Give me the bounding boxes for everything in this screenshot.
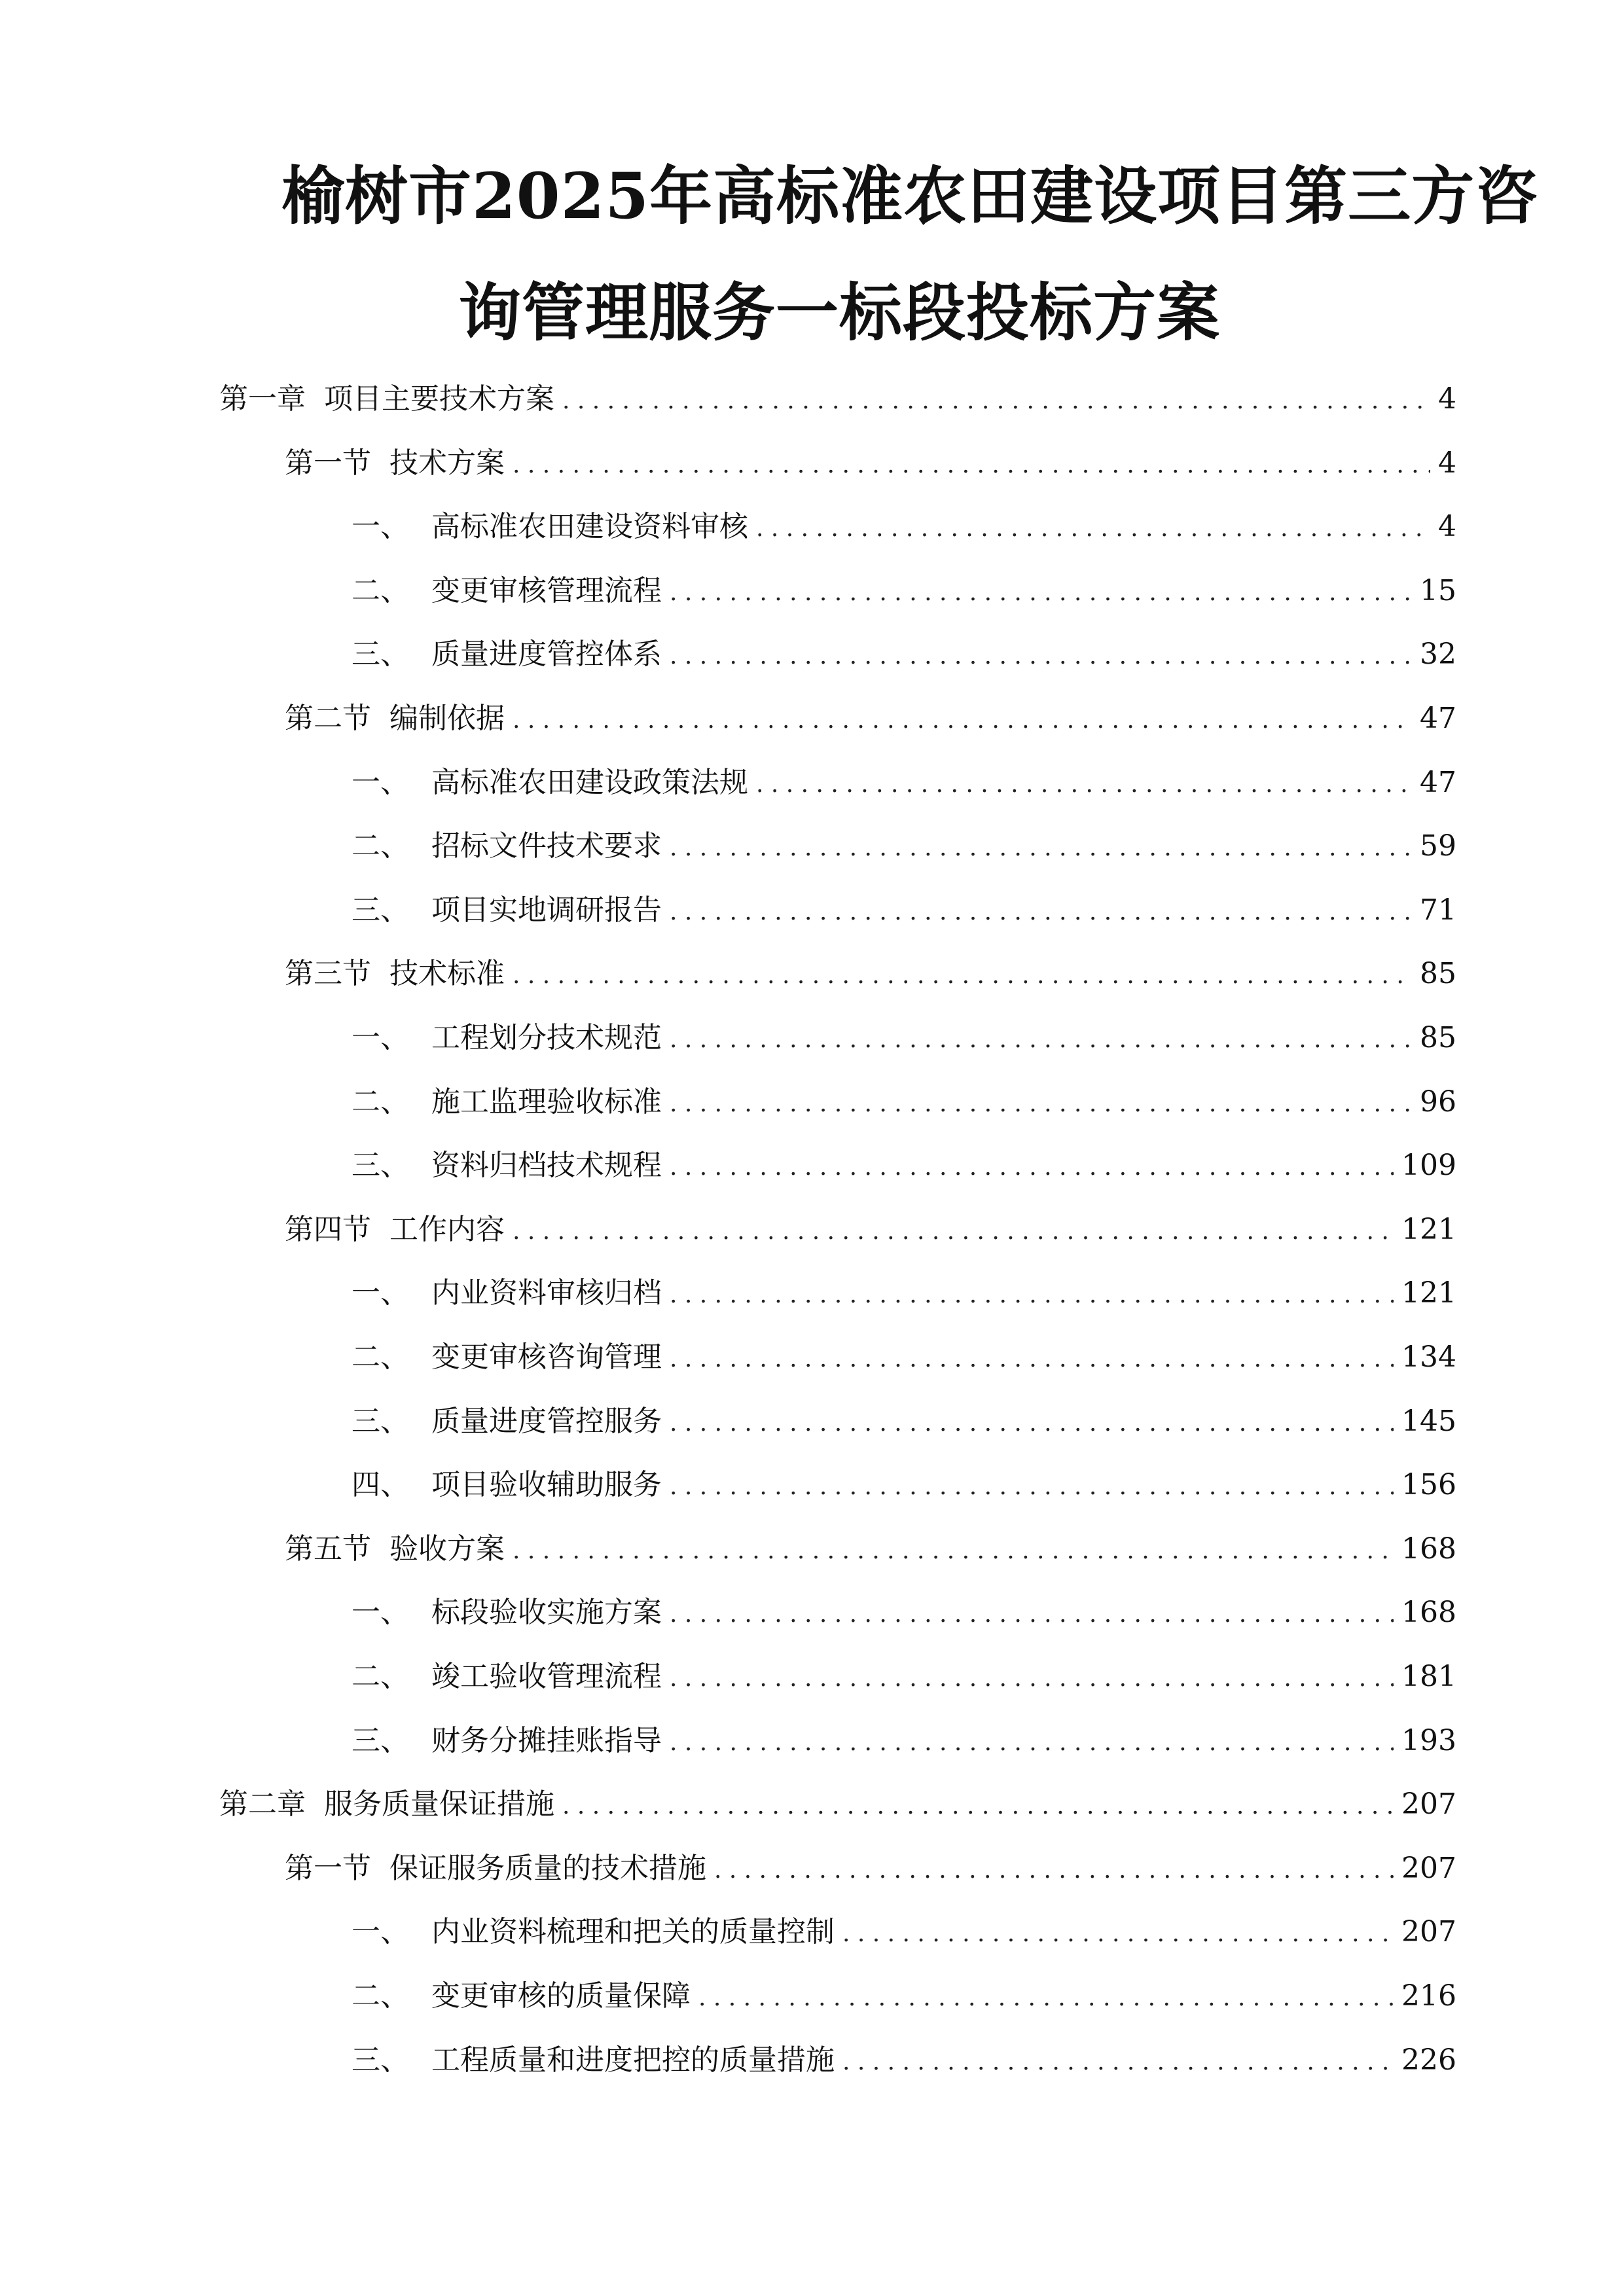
toc-page-number: 168 [1401,1596,1456,1630]
toc-entry[interactable] [352,1015,1456,1061]
toc-entry-label: 项目实地调研报告 [431,893,662,927]
toc-page-number: 15 [1420,573,1456,607]
toc-entry[interactable] [352,1143,1456,1189]
toc-entry-label: 高标准农田建设政策法规 [431,765,748,799]
toc-entry-number: 三、 [352,893,409,927]
toc-entry[interactable] [352,2037,1456,2083]
toc-entry[interactable] [352,1079,1456,1125]
toc-entry-label: 高标准农田建设资料审核 [431,510,748,544]
toc-entry-number: 第一节 [285,1851,371,1885]
toc-entry[interactable] [352,1590,1456,1636]
toc-entry-label: 内业资料审核归档 [431,1276,662,1310]
toc-entry-number: 一、 [352,1596,409,1630]
toc-entry[interactable] [352,1399,1456,1444]
toc-entry-label: 质量进度管控体系 [431,637,662,672]
toc-entry[interactable] [352,888,1456,933]
toc-entry-number: 第四节 [285,1212,371,1246]
toc-entry-label: 内业资料梳理和把关的质量控制 [431,1915,835,1949]
toc-entry-number: 第五节 [285,1532,371,1566]
toc-entry-label: 竣工验收管理流程 [431,1660,662,1693]
toc-entry[interactable] [219,1782,1456,1827]
toc-page-number: 85 [1420,1021,1456,1054]
document-title-line-1: 榆树市2025年高标准农田建设项目第三方咨 [281,159,1539,233]
toc-page-number: 121 [1401,1276,1456,1310]
toc-page-number: 96 [1420,1085,1456,1119]
toc-dot-leader [513,442,1430,488]
toc-entry-number: 第一章 [219,382,306,416]
toc-page-number: 4 [1438,446,1456,480]
toc-entry[interactable] [285,1846,1456,1892]
toc-page-number: 156 [1401,1468,1456,1502]
toc-dot-leader [670,1272,1394,1318]
toc-entry-number: 二、 [352,1979,409,2013]
toc-entry[interactable] [352,760,1456,806]
toc-dot-leader [513,1209,1394,1255]
toc-dot-leader [842,2039,1394,2085]
toc-entry-number: 第一节 [285,446,371,480]
toc-entry[interactable] [285,951,1456,997]
toc-entry[interactable] [352,1462,1456,1508]
toc-dot-leader [513,698,1412,744]
toc-entry-number: 三、 [352,2043,409,2077]
toc-page-number: 226 [1401,2043,1456,2077]
toc-entry-label: 工程划分技术规范 [431,1021,662,1054]
toc-entry[interactable] [285,440,1456,486]
toc-page-number: 145 [1401,1404,1456,1438]
toc-page-number: 121 [1401,1212,1456,1246]
toc-dot-leader [670,1464,1394,1510]
toc-entry-number: 二、 [352,1340,409,1374]
toc-entry-number: 四、 [352,1468,409,1502]
toc-entry-number: 二、 [352,573,409,607]
toc-page-number: 207 [1401,1915,1456,1949]
toc-dot-leader [756,762,1412,808]
toc-page-number: 4 [1438,382,1456,416]
toc-page-number: 216 [1401,1979,1456,2013]
toc-entry-number: 一、 [352,1276,409,1310]
toc-entry-label: 验收方案 [389,1532,505,1566]
toc-dot-leader [670,1720,1394,1766]
toc-entry-label: 项目主要技术方案 [324,382,554,416]
toc-entry-number: 二、 [352,1660,409,1693]
toc-entry-number: 一、 [352,1915,409,1949]
toc-dot-leader [670,1017,1412,1063]
toc-dot-leader [698,1975,1394,2021]
toc-page-number: 193 [1401,1723,1456,1757]
toc-entry-number: 第二节 [285,702,371,735]
toc-dot-leader [670,1081,1412,1127]
toc-entry-number: 三、 [352,637,409,672]
toc-page-number: 134 [1401,1340,1456,1374]
toc-page-number: 109 [1401,1149,1456,1183]
toc-dot-leader [670,634,1412,679]
toc-page-number: 181 [1401,1660,1456,1693]
toc-dot-leader [670,1656,1394,1702]
toc-entry-label: 保证服务质量的技术措施 [389,1851,706,1885]
toc-dot-leader [670,825,1412,871]
toc-entry-number: 二、 [352,1085,409,1119]
document-title-line-2: 询管理服务一标段投标方案 [458,276,1220,350]
toc-dot-leader [513,1528,1394,1574]
toc-entry-label: 编制依据 [389,702,505,735]
toc-dot-leader [842,1911,1394,1957]
toc-dot-leader [670,1336,1394,1382]
toc-page-number: 168 [1401,1532,1456,1566]
toc-entry-label: 资料归档技术规程 [431,1149,662,1183]
toc-entry[interactable] [352,568,1456,614]
toc-entry-label: 质量进度管控服务 [431,1404,662,1438]
toc-entry[interactable] [352,1909,1456,1955]
toc-entry-number: 三、 [352,1149,409,1183]
toc-page-number: 85 [1420,957,1456,991]
toc-dot-leader [756,506,1430,552]
toc-entry-number: 第二章 [219,1787,306,1821]
toc-page-number: 207 [1401,1851,1456,1885]
toc-page-number: 71 [1420,893,1456,927]
toc-entry[interactable] [352,1973,1456,2019]
toc-entry-label: 服务质量保证措施 [324,1787,554,1821]
toc-page-number: 4 [1438,510,1456,544]
toc-dot-leader [670,889,1412,935]
toc-entry-number: 一、 [352,765,409,799]
toc-entry-label: 工作内容 [389,1212,505,1246]
toc-dot-leader [513,953,1412,999]
toc-entry-number: 三、 [352,1723,409,1757]
toc-entry-number: 二、 [352,829,409,863]
toc-dot-leader [562,378,1430,424]
toc-dot-leader [670,570,1412,616]
toc-page-number: 207 [1401,1787,1456,1821]
toc-entry[interactable] [352,823,1456,869]
toc-entry-label: 项目验收辅助服务 [431,1468,662,1502]
toc-dot-leader [670,1592,1394,1638]
toc-entry-number: 一、 [352,1021,409,1054]
toc-entry-label: 技术方案 [389,446,505,480]
toc-entry-label: 施工监理验收标准 [431,1085,662,1119]
toc-entry[interactable] [352,632,1456,677]
toc-entry[interactable] [352,504,1456,550]
toc-entry-label: 变更审核咨询管理 [431,1340,662,1374]
toc-page-number: 47 [1420,765,1456,799]
toc-entry-label: 变更审核管理流程 [431,573,662,607]
toc-entry[interactable] [285,1207,1456,1253]
toc-entry[interactable] [352,1654,1456,1700]
toc-page-number: 32 [1420,637,1456,672]
toc-entry-label: 变更审核的质量保障 [431,1979,691,2013]
toc-entry-number: 三、 [352,1404,409,1438]
toc-entry[interactable] [352,1718,1456,1764]
toc-entry[interactable] [285,1526,1456,1572]
toc-entry[interactable] [352,1270,1456,1316]
toc-entry-label: 标段验收实施方案 [431,1596,662,1630]
toc-entry[interactable] [285,696,1456,742]
toc-entry-label: 技术标准 [389,957,505,991]
toc-page-number: 47 [1420,702,1456,735]
toc-page-number: 59 [1420,829,1456,863]
toc-dot-leader [562,1784,1394,1829]
toc-entry[interactable] [219,376,1456,422]
toc-entry-label: 财务分摊挂账指导 [431,1723,662,1757]
toc-entry[interactable] [352,1335,1456,1380]
toc-dot-leader [714,1848,1394,1893]
toc-entry-label: 工程质量和进度把控的质量措施 [431,2043,835,2077]
toc-dot-leader [670,1401,1394,1446]
toc-entry-number: 第三节 [285,957,371,991]
toc-entry-number: 一、 [352,510,409,544]
toc-dot-leader [670,1145,1394,1191]
toc-entry-label: 招标文件技术要求 [431,829,662,863]
